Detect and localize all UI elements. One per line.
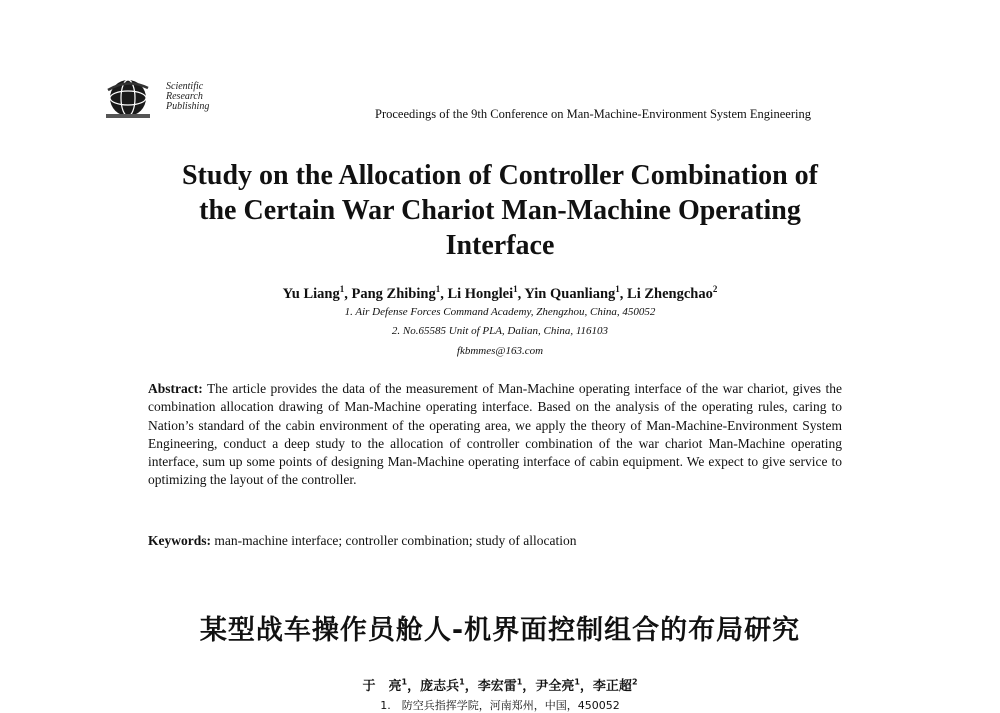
chinese-title: 某型战车操作员舱人-机界面控制组合的布局研究 [199, 615, 801, 646]
affiliation-1: 1. Air Defense Forces Command Academy, Zhengzhou, China, 450052 [344, 306, 656, 318]
author: Yu Liang$^1$, [282, 284, 352, 302]
paper-title [110, 158, 890, 263]
title-line-1: Study on the Allocation of Controller Combination of [181, 160, 818, 191]
keywords [148, 533, 842, 549]
globe-icon [106, 76, 150, 120]
keywords-text: man-machine interface; controller combination; study of allocation [214, 533, 577, 548]
author-email: fkbmmes@163.com [456, 345, 544, 357]
author-list [150, 284, 850, 303]
chinese-author: 庞志兵$^1$， [420, 677, 478, 694]
chinese-author: 李宏雷$^1$， [477, 677, 536, 694]
chinese-affiliation: 1. 防空兵指挥学院，河南郑州，中国，450052 [380, 699, 620, 712]
chinese-author: 尹全亮$^1$， [535, 677, 593, 694]
logo-text [166, 82, 209, 112]
logo-line-3: Publishing [166, 101, 210, 112]
chinese-author: 李正超$^2$ [592, 677, 638, 694]
logo-line-2: Research [166, 91, 203, 102]
author: Pang Zhibing$^1$, [351, 284, 448, 302]
title-line-3: Interface [445, 230, 555, 261]
abstract [148, 380, 842, 490]
author: Li Honglei$^1$, [447, 284, 525, 302]
chinese-author: 于 亮$^1$， [362, 677, 421, 694]
proceedings-header: Proceedings of the 9th Conference on Man-Machine-Environment System Engineering [375, 107, 811, 121]
author: Yin Quanliang$^1$, [524, 284, 628, 302]
author: Li Zhengchao$^2$ [627, 284, 718, 302]
keywords-label: Keywords: [148, 533, 211, 548]
publisher-logo [100, 70, 230, 126]
affiliation-2: 2. No.65585 Unit of PLA, Dalian, China, 116103 [391, 325, 609, 337]
title-line-2: the Certain War Chariot Man-Machine Operating [199, 195, 801, 226]
logo-line-1: Scientific [166, 81, 204, 92]
chinese-author-list [150, 675, 850, 694]
abstract-label: Abstract: [148, 381, 203, 396]
abstract-text: The article provides the data of the measurement of Man-Machine operating interface of the war chariot, gives the combination allocation drawing of Man-Machine operating interface. Based on the analysis of the operating rules, caring to Nation’s standard of the cabin environment of the operating area, we apply the theory of Man-Machine-Environment System Engineering, conduct a deep study to the allocation of controller combination of the war chariot Man-Machine operating interface, sum up some points of designing Man-Machine operating interface of cabin equipment. We expect to give service to optimizing the layout of the controller. [148, 381, 842, 488]
